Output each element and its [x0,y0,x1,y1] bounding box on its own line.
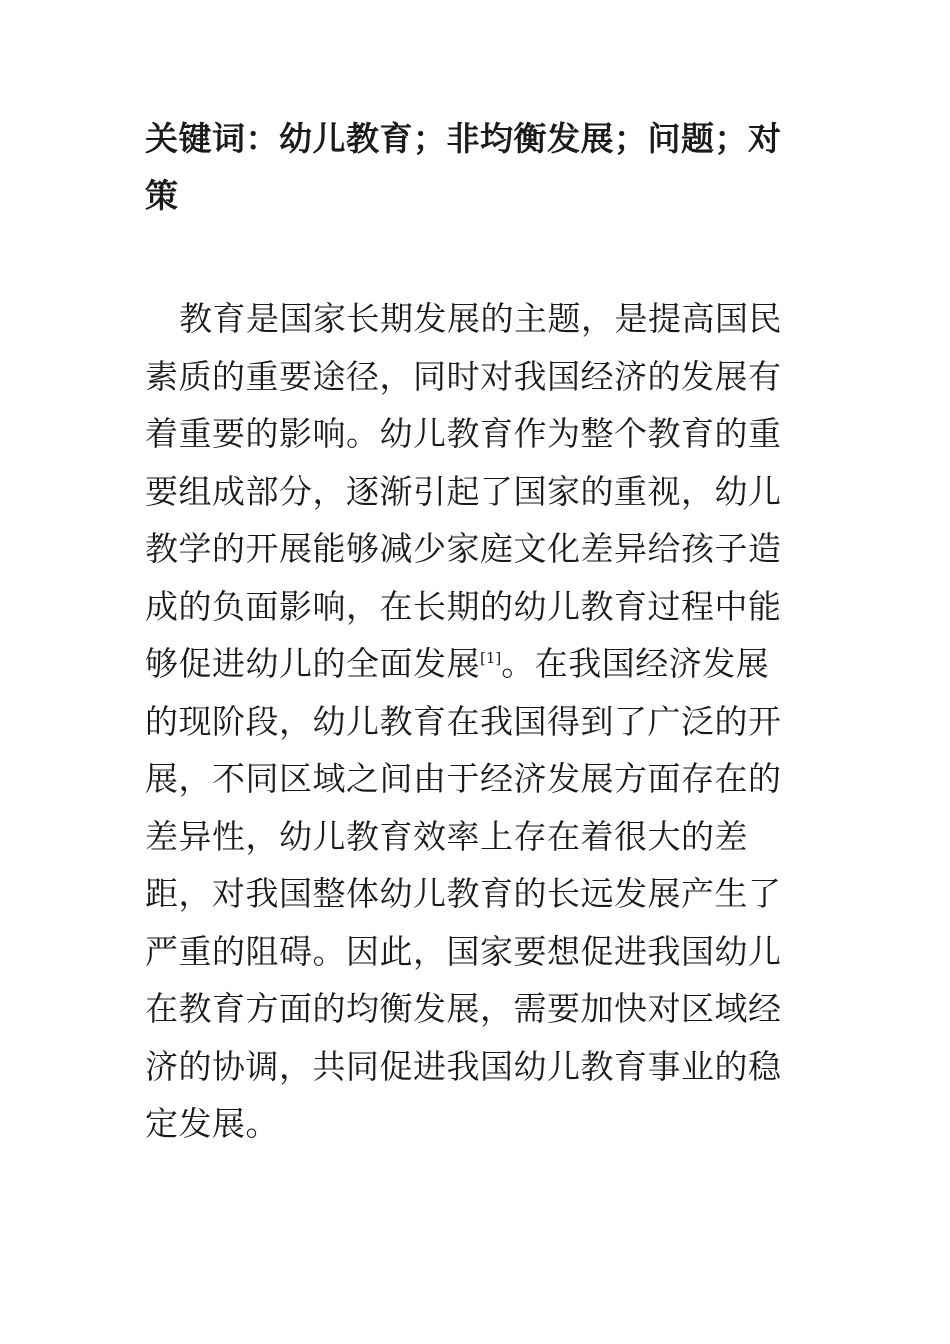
paragraph-text-before-citation: 教育是国家长期发展的主题，是提高国民素质的重要途径，同时对我国经济的发展有着重要的影响。幼儿教育作为整个教育的重要组成部分，逐渐引起了国家的重视，幼儿教学的开展能够减少家庭文化差异给孩子造成的负面影响，在长期的幼儿教育过程中能够促进幼儿的全面发展 [145,299,782,683]
citation-marker: [1] [480,649,502,667]
keywords-line: 关键词：幼儿教育；非均衡发展；问题；对策 [145,119,782,215]
paragraph-text-after-citation: 。在我国经济发展的现阶段，幼儿教育在我国得到了广泛的开展，不同区域之间由于经济发展方面存在的差异性，幼儿教育效率上存在着很大的差距，对我国整体幼儿教育的长远发展产生了严重的阻碍。因此，国家要想促进我国幼儿在教育方面的均衡发展，需要加快对区域经济的协调，共同促进我国幼儿教育事业的稳定发展。 [145,644,782,1143]
body-paragraph [145,290,785,1153]
